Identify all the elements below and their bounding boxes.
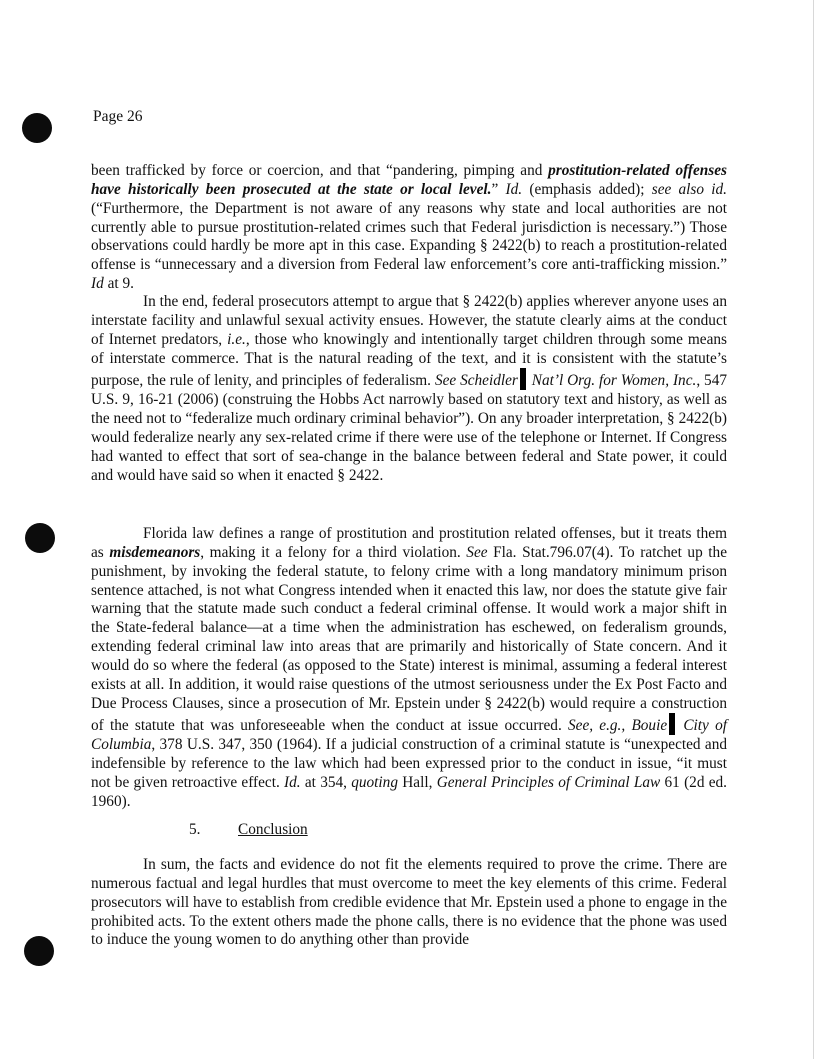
paragraph-3: Florida law defines a range of prostitution and prostitution related offenses, but it treats them as misdemeanors, making it a felony for a third violation. See Fla. Stat.796.07(4). To ratchet up the punishment, by invoking the federal statute, to felony crime with a long mandatory minimum prison sentence attached, is not what Congress intended when it enacted this law, nor does the statute give fair warning that the statute made such conduct a federal criminal offense. It would work a major shift in the State-federal balance—at a time when the administration has eschewed, on federalism grounds, extending federal criminal law into areas that are primarily and historically of State concern. And it would do so where the federal (as opposed to the State) interest is minimal, assuming a federal interest exists at all. In addition, it would raise questions of the utmost seriousness under the Ex Post Facto and Due Process Clauses, since a prosecution of Mr. Epstein under § 2422(b) would require a construction of the statute that was unforeseeable when the conduct at issue occurred. See, e.g., Bouie City of Columbia, 378 U.S. 347, 350 (1964). If a judicial construction of a criminal statute is “unexpected and indefensible by reference to the law which had been expressed prior to the conduct in issue, “it must not be given retroactive effect. Id. at 354, quoting Hall, General Principles of Criminal Law 61 (2d ed. 1960). bbox=[91, 525, 727, 810]
section-number: 5. bbox=[189, 821, 201, 838]
paragraph-1: been trafficked by force or coercion, and that “pandering, pimping and prostitution-related offenses have historically been prosecuted at the state or local level.” Id. (emphasis added); see also id. (“Furthermore, the Department is not aware of any reasons why state and local authorities are not currently able to pursue prostitution-related crimes such that Federal jurisdiction is necessary.”) Those observations could hardly be more apt in this case. Expanding § 2422(b) to reach a prostitution-related offense is “unnecessary and a diversion from Federal law enforcement’s core anti-trafficking mission.” Id at 9. bbox=[91, 162, 728, 293]
punch-hole bbox=[24, 936, 54, 966]
paragraph-4: In sum, the facts and evidence do not fit the elements required to prove the crime. There are numerous factual and legal hurdles that must overcome to meet the key elements of this crime. Federal prosecutors will have to establish from credible evidence that Mr. Epstein used a phone to engage in the prohibited acts. To the extent others made the phone calls, there is no evidence that the phone was used to induce the young women to do anything other than provide bbox=[91, 856, 727, 949]
section-title: Conclusion bbox=[238, 821, 308, 838]
punch-hole bbox=[22, 113, 52, 143]
redaction-bar bbox=[520, 368, 526, 390]
page-number: Page 26 bbox=[93, 108, 143, 125]
paragraph-2: In the end, federal prosecutors attempt to argue that § 2422(b) applies wherever anyone uses an interstate facility and unlawful sexual activity ensues. However, the statute clearly aims at the conduct of Internet predators, i.e., those who knowingly and intentionally target children through some means of interstate commerce. That is the natural reading of the text, and it is consistent with the statute’s purpose, the rule of lenity, and principles of federalism. See Scheidler Nat’l Org. for Women, Inc., 547 U.S. 9, 16-21 (2006) (construing the Hobbs Act narrowly based on statutory text and history, as well as the need not to “federalize much ordinary criminal behavior”). On any broader interpretation, § 2422(b) would federalize nearly any sex-related crime if there were use of the telephone or Internet. If Congress had wanted to effect that sort of sea-change in the balance between federal and State power, it could and would have said so when it enacted § 2422. bbox=[91, 293, 727, 484]
scan-edge bbox=[813, 0, 814, 1059]
punch-hole bbox=[25, 523, 55, 553]
redaction-bar bbox=[669, 713, 675, 735]
